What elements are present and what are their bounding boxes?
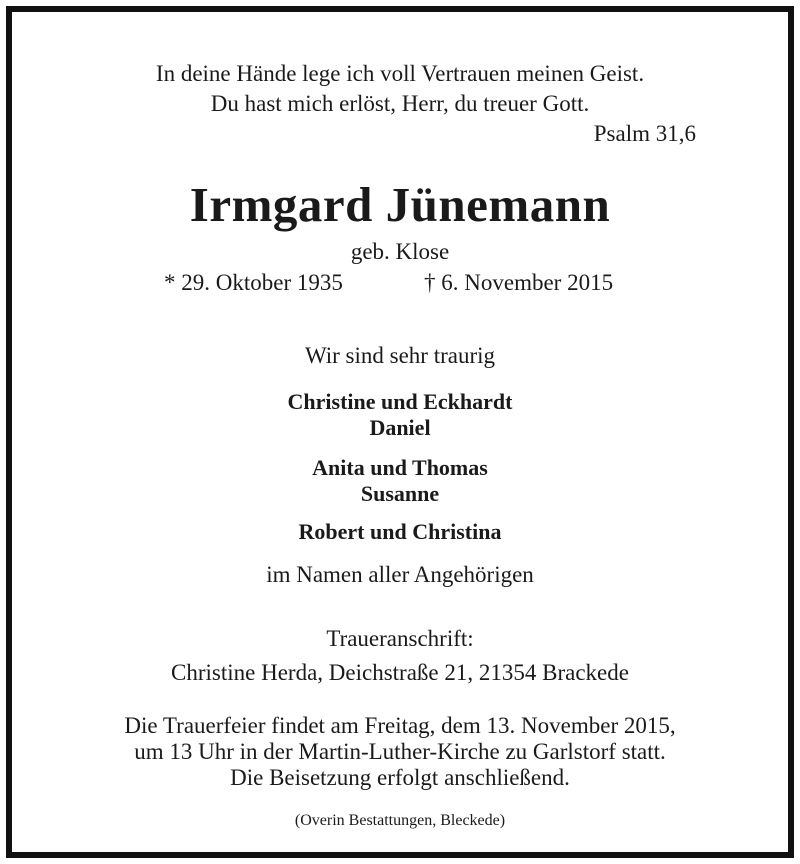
family-3-line-1: Robert und Christina (298, 519, 502, 544)
birth-name: geb. Klose (350, 239, 450, 264)
undertaker-credit: (Overin Bestattungen, Bleckede) (294, 812, 506, 829)
funeral-line-1: Die Trauerfeier findet am Freitag, dem 13. November 2015, (124, 713, 676, 738)
verse-reference: Psalm 31,6 (593, 121, 696, 146)
deceased-name: Irmgard Jünemann (189, 177, 611, 232)
birth-date: * 29. Oktober 1935 (164, 270, 343, 295)
verse-line-2: Du hast mich erlöst, Herr, du treuer Gott. (210, 91, 590, 116)
funeral-line-3: Die Beisetzung erfolgt anschließend. (230, 765, 570, 790)
mourning-closing: im Namen aller Angehörigen (266, 562, 534, 587)
mourning-intro: Wir sind sehr traurig (304, 343, 496, 368)
family-2-line-2: Susanne (360, 481, 440, 506)
funeral-line-2: um 13 Uhr in der Martin-Luther-Kirche zu Garlstorf statt. (134, 739, 666, 764)
address-value: Christine Herda, Deichstraße 21, 21354 Brackede (171, 660, 629, 685)
death-date: † 6. November 2015 (424, 270, 614, 295)
family-2-line-1: Anita und Thomas (312, 455, 488, 480)
verse-line-1: In deine Hände lege ich voll Vertrauen meinen Geist. (155, 61, 645, 86)
obituary-notice (6, 6, 794, 858)
family-1-line-1: Christine und Eckhardt (287, 389, 513, 414)
address-label: Traueranschrift: (326, 626, 474, 651)
family-1-line-2: Daniel (369, 415, 431, 440)
